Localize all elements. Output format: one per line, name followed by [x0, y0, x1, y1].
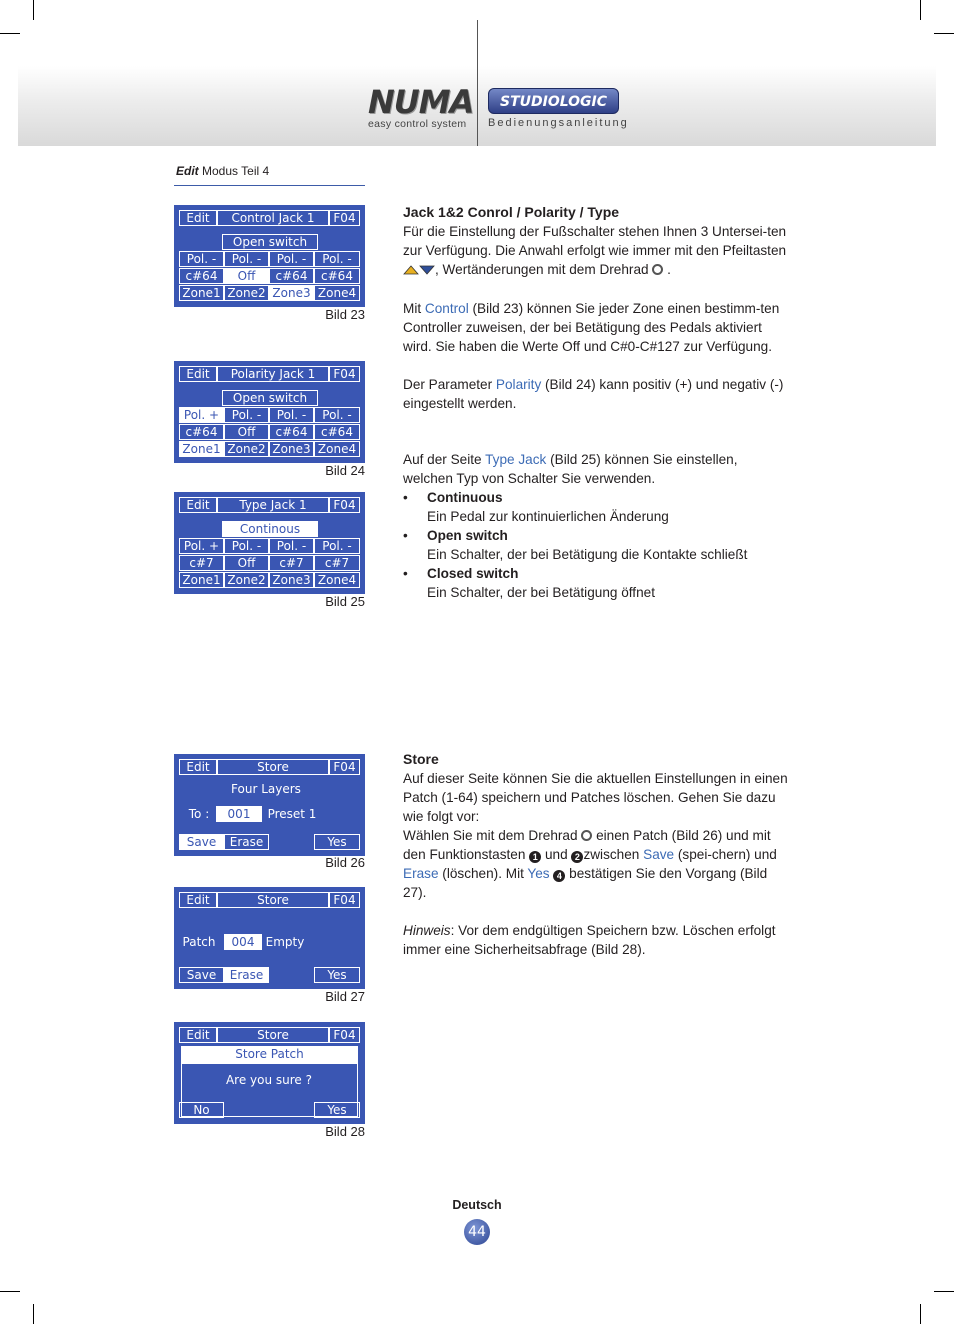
dial-icon: [581, 830, 592, 841]
lcd-page-code: F04: [329, 210, 360, 226]
lcd-ctl-zone2: Off: [224, 555, 269, 571]
breadcrumb: [176, 164, 269, 178]
lcd-target-name: Preset 1: [267, 807, 317, 821]
lcd-patch-number: 001: [216, 806, 262, 822]
lcd-patch-name: Four Layers: [231, 782, 301, 796]
lcd-ctl-zone4: c#64: [314, 268, 360, 284]
crop-mark: [33, 1304, 34, 1324]
lcd-ctl-zone4: c#64: [314, 424, 360, 440]
lcd-page-title: Polarity Jack 1: [217, 366, 329, 382]
lcd-pol-zone3: Pol. -: [269, 538, 314, 554]
dial-icon: [652, 264, 663, 275]
manual-label: Bedienungsanleitung: [488, 117, 629, 129]
lcd-pol-zone2: Pol. -: [224, 407, 269, 423]
lcd-page-code: F04: [329, 366, 360, 382]
erase-link: Erase: [403, 866, 439, 881]
function-key-2-icon: 2: [571, 851, 583, 863]
list-item: • Open switch Ein Schalter, der bei Betätigung die Kontakte schließt: [403, 528, 748, 562]
lcd-page-title: Control Jack 1: [217, 210, 329, 226]
lcd-screen-bild27: [174, 887, 365, 989]
lcd-zone1: Zone1: [179, 572, 224, 588]
yes-link: Yes: [527, 866, 550, 881]
lcd-pol-zone2: Pol. -: [224, 251, 269, 267]
type-jack-link: Type Jack: [485, 452, 547, 467]
lcd-screen-bild26: [174, 754, 365, 856]
lcd-erase-softkey: Erase: [224, 967, 269, 983]
lcd-edit-label: Edit: [179, 759, 217, 775]
lcd-zone3: Zone3: [269, 285, 314, 301]
crop-mark: [0, 33, 20, 34]
studiologic-logo: STUDIOLOGIC: [488, 88, 619, 114]
lcd-dialog-question: Are you sure ?: [225, 1073, 313, 1087]
jack-paragraph-4: Auf der Seite Type Jack (Bild 25) können Sie einstellen, welchen Typ von Schalter Sie verwenden.: [403, 452, 738, 486]
lcd-zone4: Zone4: [314, 572, 360, 588]
caption-bild27: Bild 27: [325, 989, 365, 1004]
page-number-badge: 44: [464, 1219, 490, 1245]
lcd-yes-softkey: Yes: [314, 1102, 360, 1118]
crop-mark: [0, 1291, 20, 1292]
lcd-type-value: Open switch: [222, 234, 318, 250]
caption-bild23: Bild 23: [325, 307, 365, 322]
lcd-pol-zone1: Pol. -: [179, 251, 224, 267]
lcd-pol-zone1: Pol. +: [179, 407, 224, 423]
lcd-page-code: F04: [329, 1027, 360, 1043]
lcd-yes-softkey: Yes: [314, 834, 360, 850]
numa-tagline: easy control system: [368, 118, 467, 130]
store-paragraph-1: Auf dieser Seite können Sie die aktuellen Einstellungen in einen Patch (1-64) speichern und Patches löschen. Gehen Sie dazu wie folgt vor:: [403, 771, 788, 824]
lcd-screen-bild28: [174, 1022, 365, 1124]
lcd-erase-softkey: Erase: [224, 834, 269, 850]
lcd-pol-zone4: Pol. -: [314, 407, 360, 423]
store-paragraph-2: Wählen Sie mit dem Drehrad einen Patch (Bild 26) und mit den Funktionstasten 1 und 2 zwischen Save (spei-chern) und Erase (löschen). Mit Yes 4 bestätigen Sie den Vorgang (Bild 27).: [403, 828, 777, 900]
numa-logo: NUMA: [368, 83, 474, 121]
lcd-type-value: Open switch: [222, 390, 318, 406]
lcd-screen-bild23: [174, 205, 365, 307]
lcd-pol-zone4: Pol. -: [314, 538, 360, 554]
lcd-type-value: Continous: [222, 521, 318, 537]
lcd-page-title: Store: [217, 759, 329, 775]
lcd-pol-zone3: Pol. -: [269, 251, 314, 267]
arrow-keys-icon: [403, 261, 435, 280]
lcd-zone1: Zone1: [179, 285, 224, 301]
crop-mark: [934, 1291, 954, 1292]
store-section: [403, 750, 788, 959]
caption-bild26: Bild 26: [325, 855, 365, 870]
lcd-page-title: Store: [217, 1027, 329, 1043]
header-divider: [477, 20, 478, 146]
lcd-zone1: Zone1: [179, 441, 224, 457]
lcd-ctl-zone1: c#7: [179, 555, 224, 571]
lcd-edit-label: Edit: [179, 497, 217, 513]
store-note: Hinweis: Vor dem endgültigen Speichern bzw. Löschen erfolgt immer eine Sicherheitsabfrage (Bild 28).: [403, 923, 776, 957]
lcd-edit-label: Edit: [179, 210, 217, 226]
lcd-edit-label: Edit: [179, 1027, 217, 1043]
list-item: • Continuous Ein Pedal zur kontinuierlichen Änderung: [403, 490, 669, 524]
lcd-page-code: F04: [329, 759, 360, 775]
breadcrumb-mode: Edit: [176, 164, 199, 178]
function-key-1-icon: 1: [529, 851, 541, 863]
crop-mark: [934, 33, 954, 34]
lcd-dialog-title: Store Patch: [181, 1046, 358, 1064]
lcd-to-label: To :: [188, 807, 210, 821]
lcd-pol-zone3: Pol. -: [269, 407, 314, 423]
lcd-ctl-zone3: c#64: [269, 424, 314, 440]
lcd-screen-bild24: [174, 361, 365, 463]
lcd-yes-softkey: Yes: [314, 967, 360, 983]
polarity-link: Polarity: [495, 377, 542, 392]
lcd-ctl-zone1: c#64: [179, 424, 224, 440]
list-item: • Closed switch Ein Schalter, der bei Betätigung öffnet: [403, 566, 655, 600]
lcd-page-code: F04: [329, 892, 360, 908]
lcd-ctl-zone2: Off: [224, 268, 269, 284]
breadcrumb-rule: [174, 185, 365, 186]
lcd-page-title: Store: [217, 892, 329, 908]
jack-section: [403, 203, 788, 602]
crop-mark: [920, 1304, 921, 1324]
save-link: Save: [643, 847, 675, 862]
lcd-page-title: Type Jack 1: [217, 497, 329, 513]
footer-language: Deutsch: [452, 1198, 502, 1212]
jack-paragraph-2: Mit Control (Bild 23) können Sie jeder Zone einen bestimm-ten Controller zuweisen, der bei Betätigung des Pedals aktiviert wird. Sie haben die Werte Off und C#0-C#127 zur Verfügung.: [403, 301, 780, 354]
lcd-target-name: Empty: [265, 935, 305, 949]
lcd-zone3: Zone3: [269, 441, 314, 457]
caption-bild28: Bild 28: [325, 1124, 365, 1139]
lcd-edit-label: Edit: [179, 892, 217, 908]
lcd-ctl-zone3: c#64: [269, 268, 314, 284]
lcd-ctl-zone3: c#7: [269, 555, 314, 571]
lcd-pol-zone4: Pol. -: [314, 251, 360, 267]
store-heading: Store: [403, 751, 439, 767]
crop-mark: [920, 0, 921, 20]
lcd-save-softkey: Save: [179, 967, 224, 983]
lcd-page-code: F04: [329, 497, 360, 513]
lcd-patch-label: Patch: [182, 935, 216, 949]
lcd-zone4: Zone4: [314, 441, 360, 457]
caption-bild24: Bild 24: [325, 463, 365, 478]
jack-paragraph-3: Der Parameter Polarity (Bild 24) kann positiv (+) und negativ (-) eingestellt werden.: [403, 377, 784, 411]
lcd-ctl-zone2: Off: [224, 424, 269, 440]
lcd-save-softkey: Save: [179, 834, 224, 850]
crop-mark: [33, 0, 34, 20]
lcd-zone3: Zone3: [269, 572, 314, 588]
lcd-zone2: Zone2: [224, 285, 269, 301]
lcd-pol-zone1: Pol. +: [179, 538, 224, 554]
lcd-zone2: Zone2: [224, 441, 269, 457]
lcd-zone4: Zone4: [314, 285, 360, 301]
jack-paragraph-1: Für die Einstellung der Fußschalter stehen Ihnen 3 Untersei-ten zur Verfügung. Die Anwahl erfolgt wie immer mit den Pfeiltasten , Wertänderungen mit dem Drehrad .: [403, 222, 788, 280]
jack-heading: Jack 1&2 Conrol / Polarity / Type: [403, 204, 620, 220]
lcd-ctl-zone4: c#7: [314, 555, 360, 571]
lcd-patch-number: 004: [224, 934, 262, 950]
lcd-screen-bild25: [174, 492, 365, 594]
breadcrumb-rest: Modus Teil 4: [202, 164, 270, 178]
function-key-4-icon: 4: [553, 870, 565, 882]
lcd-edit-label: Edit: [179, 366, 217, 382]
lcd-zone2: Zone2: [224, 572, 269, 588]
control-link: Control: [424, 301, 469, 316]
switch-type-list: [403, 488, 788, 602]
lcd-pol-zone2: Pol. -: [224, 538, 269, 554]
lcd-no-softkey: No: [179, 1102, 224, 1118]
lcd-ctl-zone1: c#64: [179, 268, 224, 284]
caption-bild25: Bild 25: [325, 594, 365, 609]
